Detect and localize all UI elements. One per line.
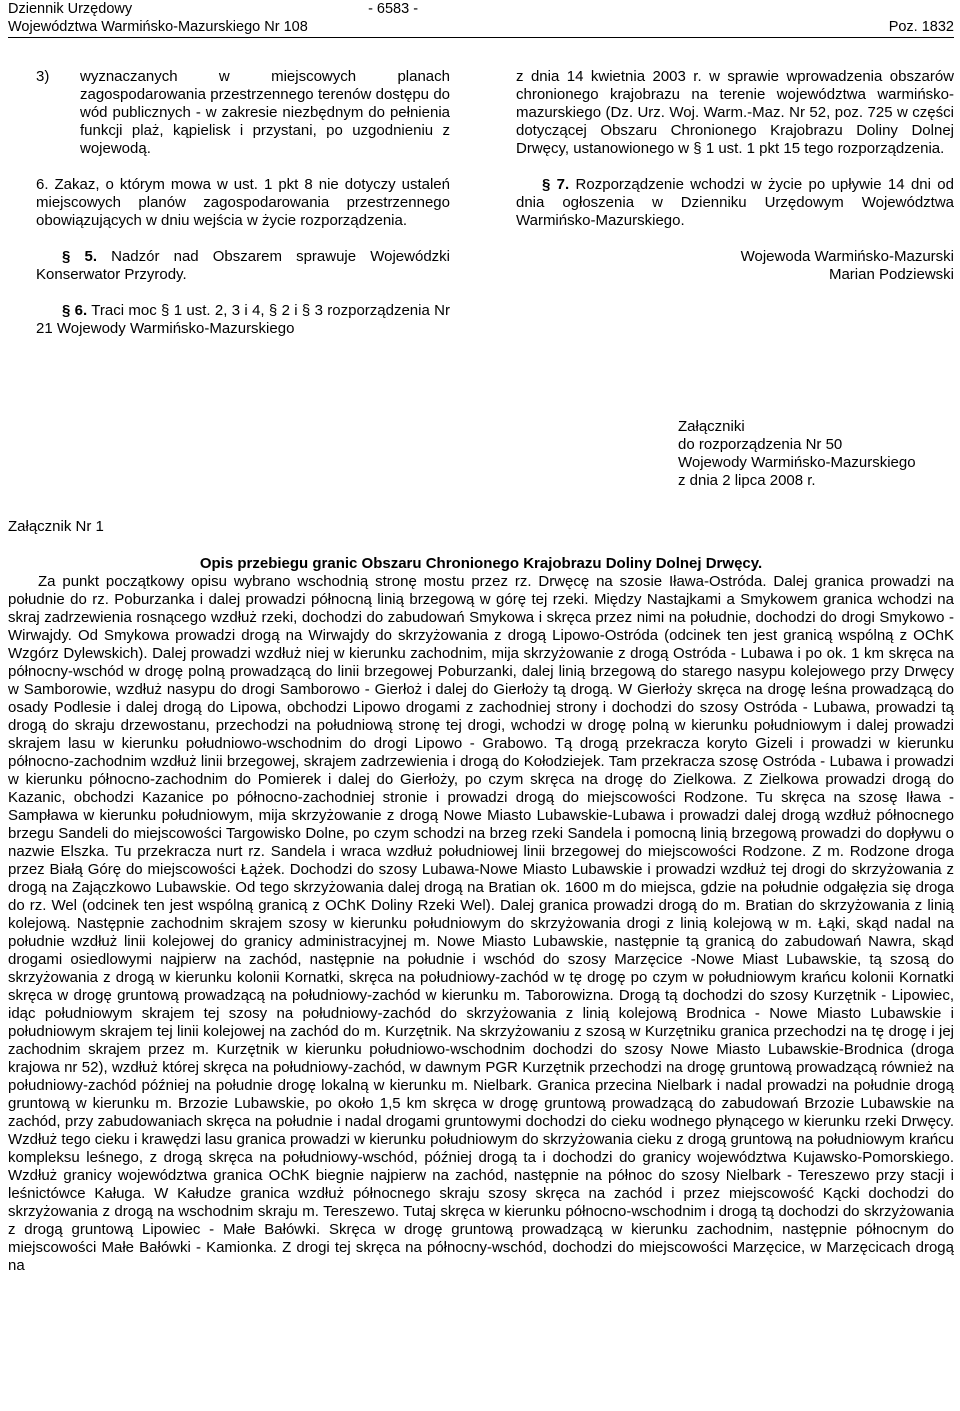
position-number: Poz. 1832 (888, 19, 954, 35)
item-number: 3) (36, 68, 50, 85)
list-item-3 (36, 68, 450, 158)
annex-line-3: Wojewody Warmińsko-Mazurskiego (678, 454, 916, 471)
annex-line-4: z dnia 2 lipca 2008 r. (678, 472, 816, 489)
item-6-text: 6. Zakaz, o którym mowa w ust. 1 pkt 8 nie dotyczy ustaleń miejscowych planów zagospodarowania przestrzennego obowiązujących w dniu wejścia w życie rozporządzenia. (36, 176, 450, 229)
journal-issue: Województwa Warmińsko-Mazurskiego Nr 108 (8, 19, 308, 35)
header-rule (8, 37, 954, 38)
signer-name: Marian Podziewski (828, 266, 954, 283)
description-text: Za punkt początkowy opisu wybrano wschodnią stronę mostu przez rz. Drwęcę na szosie Iława-Ostróda. Dalej granica prowadzi na południe do rz. Poburzanka i dalej prowadzi północną linią brzegową w górę tej rzeki. Między Nastajkami a Smykowem granica wchodzi na skraj zadrzewienia rosnącego wzdłuż rzeki, dochodzi do zabudowań Smykowa i skręca przez nimi na południe, dochodzi do drogi Smykowo - Wirwajdy. Od Smykowa prowadzi drogą na Wirwajdy do skrzyżowania z drogą Lipowo-Ostróda (odcinek ten jest granicą wspólną z OChK Wzgórz Dylewskich). Dalej prowadzi wzdłuż niej w kierunku zachodnim, mija skrzyżowanie z drogą Ostróda - Lubawa i po ok. 1 km skręca na północny-wschód w drogę polną prowadzącą do linii brzegowej Poburzanki, dalej linią brzegową do starego nasypu kolejowego przy Drwęcy w Samborowie, wzdłuż nasypu do drogi Samborowo - Gierłoż i dalej do Gierłoży tą drogą. W Gierłoży skręca na drogę leśna prowadzącą do osady Podlesie i dalej drogą do Lipowa, obchodzi Lipowo drogami z zachodniej strony i dochodzi do szosy Ostróda - Lubawa, prowadzi tą drogą do skraju drzewostanu, przechodzi na południową stronę tej drogi, wchodzi w drogę polną w kierunku południowym i dalej prowadzi skrajem lasu w kierunku południowo-wschodnim do drogi Lipowo - Grabowo. Tą drogą przekracza koryto Gizeli i prowadzi w kierunku północno-zachodnim wzdłuż linii brzegowej, skrajem zadrzewienia i drogą do Kołodziejek. Tam przekracza szosę Ostróda - Lubawa i prowadzi w kierunku północno-zachodnim do Pomierek i dalej do Gierłoży, po czym skręca na drogę do Zielkowa. Z Zielkowa prowadzi drogą do Kazanic, obchodzi Kazanice po północno-zachodniej stronie i prowadzi drogą do miejscowości Rodzone. Tu skręca na szosę Iława - Sampława w kierunku południowym, mija skrzyżowanie z drogą Nowe Miasto Lubawskie-Lubawa i prowadzi dalej drogą wzdłuż północnego brzegu Sandeli do miejscowości Targowisko Dolne, po czym schodzi na brzeg rzeki Sandela i pomocną linią brzegową prowadzi do dopływu o nazwie Elszka. Tu przekracza nurt rz. Sandela i wraca wzdłuż południowej linii brzegowej do miejscowości Rodzone. Z m. Rodzone droga przez Białą Górę do miejscowości Łążek. Dochodzi do szosy Lubawa-Nowe Miasto Lubawskie i prowadzi wzdłuż tej drogi do skrzyżowania z drogą na Zajączkowo Lubawskie. Od tego skrzyżowania dalej drogą na Bratian ok. 1600 m do miejsca, gdzie na południe odgałęzia się droga do rz. Wel (odcinek ten jest wspólną granicą z OChK Doliny Rzeki Wel). Dalej granica prowadzi drogą do m. Bratian do skrzyżowania z linią kolejową. Następnie zachodnim skrajem szosy w kierunku południowym do skrzyżowania drogi z linią kolejową w m. Łąki, skąd nadal na południe wzdłuż linii kolejowej do granicy administracyjnej m. Nowe Miasto Lubawskie, następnie tą granicą do zabudowań Nawra, skąd drogami osiedlowymi najpierw na zachód, następnie na południe i wschód do szosy Marzęcice -Nowe Miast Lubawskie, tą szosą do skrzyżowania z drogą w kierunku kolonii Kornatki, skręca na południowy-zachód w tę drogę po czym w południowym krańcu kolonii Kornatki skręca w drogę gruntową prowadzącą na południowy-zachód w kierunku m. Taborowizna. Drogą tą dochodzi do szosy Kurzętnik - Lipowiec, idąc południowym skrajem tej szosy na południowy-zachód do skrzyżowania z linią kolejową Brodnica - Nowe Miasto Lubawskie i południowym skrajem tej linii kolejowej na zachód do m. Kurzętnik. Na skrzyżowaniu z szosą w Kurzętniku granica przechodzi na tę drogę i jej zachodnim skrajem przez m. Kurzętnik w kierunku południowo-wschodnim dochodzi do szosy Nowe Miasto Lubawskie-Brodnica (droga krajowa nr 52), wzdłuż której skręca na południowy-zachód, w dawnym PGR Kurzętnik przechodzi na drogę gruntową prowadzącą również na południowy-zachód później na południe drogę lokalną w kierunku m. Nielbark. Granica przecina Nielbark i nadal prowadzi na południe drogą gruntową w kierunku m. Brzozie Lubawskie, po około 1,5 km skręca w drogę gruntową prowadzącą do zabudowań Brzozie Lubawskie na zachód, przy zabudowaniach skręca na południe i nadal drogami gruntowymi dochodzi do cieku wodnego płynącego w kierunku rzeki Drwęcy. Wzdłuż tego cieku i krawędzi lasu granica prowadzi w kierunku południowym do skrzyżowania cieku z drogą gruntową na południowym krańcu kompleksu leśnego, z drogą skręca na południowy-wschód, później drogą ta i dochodzi do granicy województwa Kujawsko-Pomorskiego. Wzdłuż granicy województwa granica OChK biegnie najpierw na zachód, następnie na północ do szosy Nielbark - Tereszewo przy stacji i leśnictówce Kaługa. W Kałudze granica wzdłuż północnego skraju szosy skręca na zachód i przez miejscowość Kącki dochodzi do skrzyżowania z drogą na wschodnim skraju m. Tereszewo. Tutaj skręca w kierunku północno-wschodnim i drogą tą dochodzi do skrzyżowania z drogą gruntową Lipowiec - Małe Bałówki. Skręca w drogę gruntową prowadzącą w kierunku zachodnim, następnie północnym do miejscowości Małe Bałówki - Kamionka. Z drogi tej skręca na północny-wschód, dochodzi do miejscowości Marzęcice, w Marzęcicach drogą na (8, 573, 954, 1274)
paragraph-7-text: Rozporządzenie wchodzi w życie po upływie 14 dni od dnia ogłoszenia w Dzienniku Urzędowym Województwa Warmińsko-Mazurskiego. (516, 176, 954, 229)
paragraph-6 (36, 302, 450, 338)
annex-line-1: Załączniki (678, 418, 745, 435)
annex-number: Załącznik Nr 1 (8, 518, 104, 535)
paragraph-5-label: § 5. (62, 248, 97, 265)
paragraph-7-label: § 7. (542, 176, 570, 193)
annex-header (678, 418, 954, 490)
paragraph-5-text: Nadzór nad Obszarem sprawuje Wojewódzki Konserwator Przyrody. (36, 248, 450, 283)
item-text: wyznaczanych w miejscowych planach zagospodarowania przestrzennego terenów dostępu do wód publicznych - w zakresie niezbędnym do pełnienia funkcji plaż, kąpielisk i przystani, po uzgodnieniu z wojewodą. (80, 68, 450, 157)
journal-name: Dziennik Urzędowy (8, 1, 133, 17)
paragraph-6-text: Traci moc § 1 ust. 2, 3 i 4, § 2 i § 3 rozporządzenia Nr 21 Wojewody Warmińsko-Mazurskiego (36, 302, 450, 337)
paragraph-6-label: § 6. (62, 302, 88, 319)
page-number: - 6583 - (368, 1, 419, 17)
right-column (516, 68, 954, 284)
page-header (8, 0, 954, 38)
left-column (36, 68, 450, 338)
signer-title: Wojewoda Warmińsko-Mazurski (740, 248, 954, 265)
annex-line-2: do rozporządzenia Nr 50 (678, 436, 843, 453)
paragraph-7 (516, 176, 954, 230)
paragraph-5 (36, 248, 450, 284)
boundary-description (8, 555, 954, 1275)
paragraph-6-continuation: z dnia 14 kwietnia 2003 r. w sprawie wprowadzenia obszarów chronionego krajobrazu na terenie województwa warmińsko-mazurskiego (Dz. Urz. Woj. Warm.-Maz. Nr 52, poz. 725 w części dotyczącej Obszaru Chronionego Krajobrazu Doliny Dolnej Drwęcy, ustanowionego w § 1 ust. 1 pkt 15 tego rozporządzenia. (516, 68, 954, 157)
description-title: Opis przebiegu granic Obszaru Chronionego Krajobrazu Doliny Dolnej Drwęcy. (199, 555, 763, 572)
